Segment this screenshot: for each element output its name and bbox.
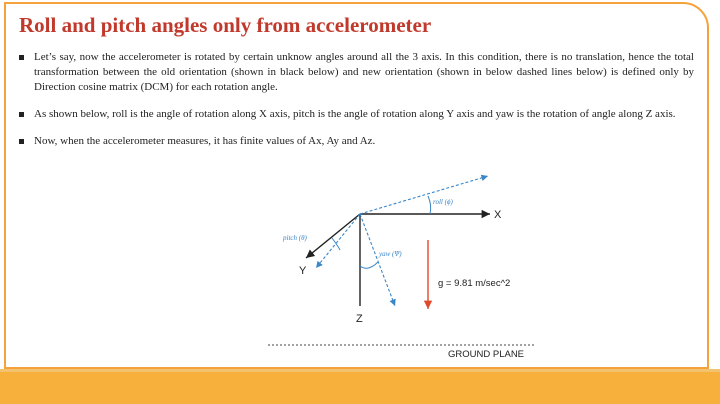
z-axis-label: Z [356, 313, 363, 325]
pitch-label: pitch (θ) [283, 234, 307, 242]
roll-arc [428, 196, 431, 214]
bullet-text: Let’s say, now the accelerometer is rotated by certain unknow angles around all the 3 axis. In this condition, there is no translation, hence the total transformation between the old orientation (shown in black below) and new orientation (shown in below dashed lines below) is defined only by Direction cosine matrix (DCM) for each rotation angle. [34, 51, 694, 93]
roll-label: roll (ϕ) [433, 198, 453, 206]
rotated-z-axis [360, 214, 395, 306]
slide-title: Roll and pitch angles only from accelerometer [19, 13, 432, 37]
ground-plane-label: GROUND PLANE [448, 349, 525, 360]
pitch-arc [332, 238, 340, 250]
gravity-label: g = 9.81 m/sec^2 [438, 278, 511, 289]
bullet-text: As shown below, roll is the angle of rotation along X axis, pitch is the angle of rotation along Y axis and yaw is the rotation of angle along Z axis. [34, 108, 676, 120]
y-axis-line [306, 214, 360, 258]
yaw-label: yaw (Ψ) [379, 250, 402, 258]
rotated-x-axis [360, 176, 488, 214]
yaw-arc [360, 262, 378, 268]
x-axis-label: X [494, 209, 502, 221]
bullet-text: Now, when the accelerometer measures, it has finite values of Ax, Ay and Az. [34, 135, 376, 147]
rotated-y-axis [316, 214, 360, 268]
y-axis-label: Y [299, 265, 307, 277]
